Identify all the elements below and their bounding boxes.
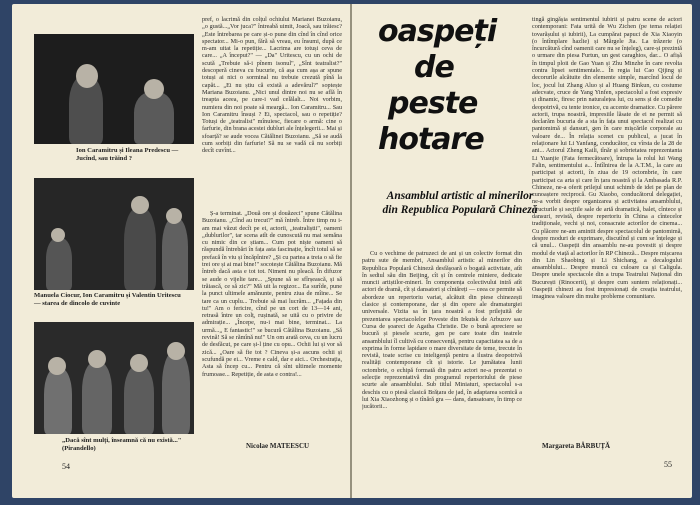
photo-caramitru-predescu [34, 34, 194, 144]
title-word: hotare [378, 122, 484, 157]
article-subtitle: Ansamblul artistic al minerilor din Republica Populară Chineză [382, 190, 538, 216]
right-page [352, 4, 692, 498]
intro-column: Cu o vechime de patruzeci de ani și un colectiv format din patru sute de membri, Ansamblul artistic al minerilor din Republica Populară Chineză desfășoară o bogată activitate, atît în sediul său din Beijing, cît și în centrele miniere, dedicate muncii artiștilor-mineri. În componența colectivului intră atît actori de dramă, cît și dansatori și cîntăreți — ceea ce permite să abordeze un repertoriu variat, alcătuit din piese chinezești clasice și contemporane, dar și din opere ale dramaturgiei universale. Vizita sa în țara noastră a fost prilejuită de prezentarea spectacolelor Poveste din Irkutsk de Arbuzov sau Cursa de șoareci de Agatha Christie. De o bună apreciere se bucură și piesele scurte, gen pe care toate din teatrele ansamblului îl cultivă cu consecvență, pentru capacitatea sa de a exprima în forme lapidare o mare diversitate de teme, trecute în revistă, toate scrise cu inteligență pentru a ilustra deopotrivă realități contemporane cît și istorie. Le jumătatea lunii octombrie, o echipă formată din patru actori ne-a prezentat o selecție reprezentativă din programul repertoriului de piese scurte ale ansamblului. Sub titlul Miniaturi, spectacolul s-a deschis cu o piesă clasică Brățara de jad, în adaptarea scenică a lui Xia Xiaozhong și o tînără gra — dans, dansatoare, în timp ce jucătorii... [362, 250, 522, 411]
photo-pirandello-scene [34, 322, 194, 434]
author-signature: Margareta BĂRBUȚĂ [542, 442, 611, 450]
author-signature: Nicolae MATEESCU [246, 442, 310, 450]
photo1-caption: Ion Caramitru și Ileana Predescu — Jucînd, sau trăind ? [76, 147, 179, 162]
article-title [378, 14, 498, 158]
photo-rehearsal-group [34, 178, 194, 290]
left-article-column: pref, o lacrimă din colțul ochiului Marianei Buzoianu, „o gustă...„Vor juca?" întreabă uimit, Joacă, sau trăiesc? „Este întrebarea pe care și-o pune din cînd în cînd orice spectator... Mi-o pun, fără să vreau, eu însumi, după ce m-am uitat la repetiție... Lacrima are totuși ceva de care... „A început?" — „Da" Uritescu, cu un ochi de scută „Trebuie să-i pînem isonul", „Sînt teatralist?" descoperă cineva cu bucurie, că așa cum așa ar spune totuși ai nici o sorminal nu trebuie crezută pînă la capăt... „Ei nu știu că există a adevărul?" soptește Mariana Buzoianu. „Nici unul dintre noi nu se află în treapta aceea, pe care-i vad celălalt... Noi vorbim, numiera din noi poate să meargă... Ion Caramitru... Sau Ion Caramitru însuși ? Ei, spectacol, sau o repetiție? Totuși de „teatralist" mînuiesc, fiecare o armă: cine o farfurie, din brana acestei dubluri ale înțelegerii... Mai și sfoarță? se aude vocea Cătălinei Buzoianu. „Să se audă cum sorbiți din farfurie! Să nu se vadă că nu sorbiți decît cuvînt... [202, 16, 342, 155]
title-word: peste [388, 86, 478, 121]
right-article-column: tingă gingășia sentimentul iubirii și patru scene de actori contemporani: Fata urită de Wu Zichen (pe tema relației tovarășului și iubirii), La cumpărat papuci de Xia Xiaoyin (o întîmplare hazlie) și Mărgele Jia. La trăzerie (o încurcătură cînd oamenii care nu se înțeleg), care-și prezintă o urmare din piesa Furtun, un gest caraghios, dar... O afișă în timpul ploii de Gao Yuan și Zhu Minzhe în care revolta contra lipsei sentimentale... În regia lui Cao Qijing și decorurile alcătuite din elemente simple, marcînd locul de loc, jocul lui Zhang Aluo și al Huang Binkun, cu costume adecvate, cruce de Yang Yinfen, spectacolul a fost expresiv și dinamic, firesc prin naturalețea lui, cu sens și de comedie deopotrivă, cu tente ironice, cu accente dramatice. Cu părere actorii, trupa noastră, impresiile lăsate de ei ne permit să declarăm bucuria de a sta în fața unui spectacol realizat cu pantomimă și dansuri, gen în care mișcările corporale au valoare de... În relația scenei cu publicul, a jucat în relaționare lui Li Yanfang, conducător, cu vîrsta de la 28 de ani... Actorul Zheng Kaili, tînăr și sobrietatea reprezentanta Li Yuanjie (Fata fermecătoare), întrupa la rolul lui Wang Falin, sentimentului a... Întîlnirea de la A.T.M., la care au participat și actorii, în ziua de 19 octombrie, în care participat ca arta și care în țara noastră și la Ambasada R.P. Chineze, ne-a oferit prilejul unui schimb de idei pe plan de cunoaștere reciprocă. Gu Xiaobo, conducătorul delegației, ne-a vorbit despre organizarea și activitatea ansamblului, structurile și secțiile sale de artă dramatică, balet, cîntece și dansuri, revistă, despre repertoriu în China a cîntecelor tradiționale, vechi și noi, consacrate actorilor de cinema... Cu plăcere ne-am amintit despre spectacolul de pantomimă, despre moduri de exprimare, discutînd și cum se înțelege și că unul... Oaspeții din ansamblu ne-au povestit și despre modul de viață al actorilor în RP Chineză... Despre mișcarea din Lin Shaobing și Li Shichang, a decalogului ansamblului... Despre muncă cu culoare ca și Caligula. Despre unele spectacole din a trupa Teatrului Național din București (Rinocerii), și despre cum suntem relaționați... Oaspeții chinezi au fost impresionați de creația teatrului, imaginea valoare din multe probleme comunitare. [532, 16, 682, 301]
page-number: 54 [62, 462, 70, 471]
left-page [12, 4, 350, 498]
title-word: de [414, 50, 454, 85]
photo2-caption: Manuela Ciocur, Ion Caramitru și Valentin Uritescu — starea de dincolo de cuvinte [34, 292, 181, 307]
photo3-caption: „Dacă sînt mulți, înseamnă că nu există..." (Pirandello) [62, 437, 182, 452]
title-word: oaspeți [378, 14, 497, 49]
left-article-column-2: Ș-a terminat. „Două ore și douăzeci" spune Cătălina Buzoianu. „Cînd au trecut?" mă întreb. Între timp nu i-am mai văzut decît pe ei, actorii, „teatraliștii", oameni „dublurilor", tar scena atît de cunoscută nu mai semăna cu nimic din ce știam... Cum pot niște oameni să răspundă întrebări în fața asta fascinație, încît totul să se prefacă în viu și încăpînire? „Și cu partea a treia o să fie trei ore și ai mai bine!" socotește Cătălina Buzoianu. Mă întreb dacă asta e tot tot. Nimeni nu pleacă. În difuzor se aude o vijelie tare... „Spune să se sfîrșească, și să trăiască, ce să zic?" Mă uit la regizor... Ea surîde, pune la punct ultimele amănunte, pentru ziua de mîine... Se tare ca un cuplu... Trebuie să mai lucrăm... „Fațada din tu!" Am o fericire, cînd pe un cort de 13—14 ani, retrasă între un colț, rușinată, se uită cu o privire de admirație... „Începe, nu-i mai bine, terminat... La urmă...„ E fantastic!" se bucură Cătălina Buzoianu. „Să revină! Să se rămînă nu!" Un om arată ceva, cu un lucru de desfăcut, pe care și-l ține cu opu... Ochii lui și vor să zică... „Oare să fie tot ? Cineva și-a ascuns ochii și scufundă pe ei... Vreme e cald, dar e aici... Orchestrația, Asta să încep cu... Pentru că sînt ultimele momente frumoase... Repetiție, de asta e contra!... [202, 210, 342, 378]
page-number: 55 [664, 460, 672, 469]
